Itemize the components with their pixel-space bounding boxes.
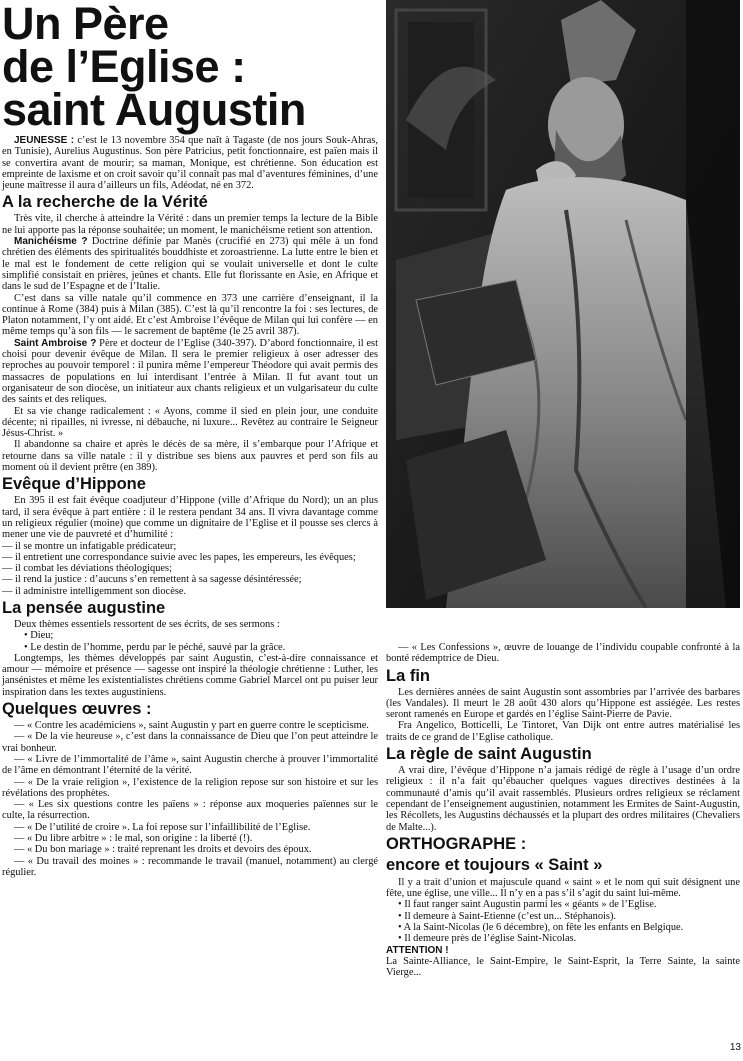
pensee-bullet: • Dieu;: [24, 630, 54, 642]
eveque-item: — il combat les déviations théologiques;: [2, 563, 172, 575]
ortho-p1: Il y a trait d’union et majuscule quand « saint » et le nom qui suit désignent une fête, une église, une ville... Il n’y en a pas s’il s’agit du saint lui-même.: [386, 876, 740, 900]
verite-p4: [2, 338, 378, 406]
eveque-item: — il se montre un infatigable prédicateur;: [2, 540, 177, 552]
eveque-item: — il rend la justice : d’aucuns s’en remettent à sa sagesse désintéressée;: [2, 574, 302, 586]
heading-pensee: La pensée augustine: [2, 598, 166, 617]
fin-p1: Les dernières années de saint Augustin sont assombries par l’arrivée des barbares (les Vandales). Il meurt le 28 août 430 alors qu’Hippone est assiégée. Les restes seront ramenés en Europe et gardés en l’église Saint-Pierre de Pavie.: [386, 686, 740, 721]
heading-regle: La règle de saint Augustin: [386, 745, 592, 764]
title-line-3: saint Augustin: [2, 84, 306, 135]
heading-verite: A la recherche de la Vérité: [2, 193, 208, 212]
page-number: 13: [729, 1042, 741, 1053]
ortho-bullet: • Il demeure près de l’église Saint-Nicolas.: [398, 933, 577, 945]
verite-p5: Et sa vie change radicalement : « Ayons, comme il sied en plein jour, une conduite décente; ni ripailles, ni ivresse, ni débauche, ni luxure... Revêtez au contraire le Seigneur Jésus-Christ. »: [2, 405, 378, 440]
heading-orthographe: ORTHOGRAPHE :: [386, 834, 527, 853]
eveque-item: — il entretient une correspondance suivie avec les papes, les empereurs, les évêques;: [2, 551, 356, 563]
oeuvre-item: — « Du travail des moines » : recommande le travail (manuel, notamment) au clergé régulier.: [2, 855, 378, 878]
heading-oeuvres: Quelques œuvres :: [2, 700, 152, 719]
ortho-bullet: • Il demeure à Saint-Etienne (c’est un... Stéphanois).: [398, 910, 617, 922]
verite-p1: Très vite, il cherche à atteindre la Vérité : dans un premier temps la lecture de la Bible ne lui apporte pas la réponse souhaitée; un moment, le manichéisme retient son attention.: [2, 213, 378, 236]
ortho-bullet: • A la Saint-Nicolas (le 6 décembre), on fête les enfants en Belgique.: [398, 922, 684, 934]
oeuvre-item: — « Les six questions contre les païens » : réponse aux moqueries païennes sur le culte, la résurrection.: [2, 799, 378, 822]
intro-lead: JEUNESSE :: [14, 135, 75, 146]
title-line-1: Un Père: [2, 0, 169, 49]
pensee-p1: Deux thèmes essentiels ressortent de ses écrits, de ses sermons :: [14, 618, 280, 630]
fin-p2: Fra Angelico, Botticelli, Le Tintoret, Van Dijk ont entre autres matérialisé les traits de ce grand de l’Eglise catholique.: [386, 720, 740, 743]
verite-p2: [2, 236, 378, 292]
eveque-item: — il administre intelligemment son diocèse.: [2, 585, 187, 597]
attention-label: ATTENTION !: [386, 944, 449, 956]
oeuvre-item: — « Du libre arbitre » : le mal, son origine : la liberté (!).: [14, 833, 253, 845]
heading-fin: La fin: [386, 666, 430, 685]
intro-text: c’est le 13 novembre 354 que naît à Tagaste (de nos jours Souk-Ahras, en Tunisie), Aurelius Augustinus. Son père Patricius, petit fonctionnaire, est païen mais il se convertira avant de mourir; sa maman, Monique, est chrétienne. Son éducation est empreinte de laxisme et on croit savoir qu’il connaît pas mal d’aventures féminines, d’une jeune maîtresse il aura d’ailleurs un fils, Adéodat, né en 372.: [2, 135, 378, 192]
regle-p1: A vrai dire, l’évêque d’Hippone n’a jamais rédigé de règle à l’usage d’un ordre religieux : il n’a fait qu’ébaucher quelques vagues directives destinées à la communauté d’amis qu’il avait rassemblés. Plusieurs ordres religieux se réclament cependant de l’enseignement augustinien, notamment les Ermites de Saint-Augustin, les Récollets, les Augustins déchaussés et la plupart des ordres militaires (Chevaliers de Malte...).: [386, 765, 740, 833]
verite-p3: C’est dans sa ville natale qu’il commence en 373 une carrière d’enseignant, il la continue à Rome (384) puis à Milan (385). C’est là qu’il rencontre la foi : ses lectures, de Platon notamment, l’y ont aidé. Et c’est Ambroise l’évêque de Milan qui lui confère — en même temps qu’à son fils — le sacrement de baptême (le 25 avril 387).: [2, 292, 378, 338]
pensee-bullet: • Le destin de l’homme, perdu par le péché, sauvé par la grâce.: [24, 641, 286, 653]
oeuvre-item: — « Du bon mariage » : traité reprenant les droits et devoirs des époux.: [14, 844, 312, 856]
oeuvre-continued: — « Les Confessions », œuvre de louange de l’individu coupable confronté à la bonté rédemptrice de Dieu.: [386, 642, 740, 665]
portrait-illustration: [386, 0, 740, 608]
oeuvre-item: — « Livre de l’immortalité de l’âme », saint Augustin cherche à prouver l’immortalité de l’âme en démontrant l’éternité de la vérité.: [2, 753, 378, 777]
heading-saint: encore et toujours « Saint »: [386, 855, 603, 874]
pensee-p2: Longtemps, les thèmes développés par saint Augustin, c’est-à-dire connaissance et amour — mémoire et présence — sagesse ont inspiré la théologie chrétienne : Luther, les jansénistes et même les existentialistes chrétiens comme Gabriel Marcel ont pu puiser leur inspiration dans les textes augustiniens.: [2, 652, 378, 698]
ambroise-lead: Saint Ambroise ?: [14, 337, 97, 349]
oeuvre-item: — « De la vraie religion », l’existence de la religion repose sur son histoire et sur les révélations des prophètes.: [2, 776, 378, 799]
ortho-bullet: • Il faut ranger saint Augustin parmi les « géants » de l’Eglise.: [398, 899, 657, 911]
left-column: [2, 2, 378, 878]
oeuvre-item: — « De la vie heureuse », c’est dans la connaissance de Dieu que l’on peut atteindre le vrai bonheur.: [2, 731, 378, 754]
verite-p6: Il abandonne sa chaire et après le décès de sa mère, il s’embarque pour l’Afrique et retourne dans sa ville natale : il y distribue ses biens aux pauvres et perd son fils au moment où il devient prêtre (en 389).: [2, 439, 378, 474]
heading-eveque: Evêque d’Hippone: [2, 475, 146, 494]
manicheisme-text: Doctrine définie par Manès (crucifié en 273) qui mêle à un fond chrétien des éléments des spiritualités bouddhiste et zoroastrienne. La lutte entre le bien et le mal est le fondement de cette religion qui se voulait universelle et dont le culte simplifié consistait en prières, jeûnes et chants. Elle fut florissante en Asie, en Afrique et dans le sud de l’Espagne et de l’Italie.: [2, 236, 378, 293]
ortho-last: La Sainte-Alliance, le Saint-Empire, le Saint-Esprit, la Terre Sainte, la sainte Vierge...: [386, 955, 740, 979]
article-title: [2, 0, 378, 135]
portrait-saint-augustin-icon: [386, 0, 740, 608]
intro-paragraph: [2, 135, 378, 191]
oeuvre-item: — « De l’utilité de croire ». La foi repose sur l’infaillibilité de l’Eglise.: [14, 821, 311, 833]
right-column: [386, 0, 740, 979]
oeuvre-item: — « Contre les académiciens », saint Augustin y part en guerre contre le scepticisme.: [14, 720, 369, 732]
eveque-p1: En 395 il est fait évêque coadjuteur d’Hippone (ville d’Afrique du Nord); un an plus tard, il sera évêque à part entière : il le restera pendant 34 ans. Il vivra davantage comme un religieux régulier (moine) que comme un dignitaire de l’Eglise et il pousse ses clercs à mener une vie de pauvreté et d’humilité :: [2, 495, 378, 541]
manicheisme-lead: Manichéisme ?: [14, 236, 88, 248]
ambroise-text: Père et docteur de l’Eglise (340-397). D’abord fonctionnaire, il est choisi pour devenir évêque de Milan. Il sera le premier religieux à oser adresser des reproches au pouvoir temporel : il punira même l’empereur Théodore qui avait permis des massacres de populations en lui interdisant l’entrée à Milan. Il fut avant tout un organisateur de son diocèse, un initiateur aux chants religieux et un vulgarisateur du culte des saints et des reliques.: [2, 337, 378, 406]
title-line-2: de l’Eglise :: [2, 41, 246, 92]
